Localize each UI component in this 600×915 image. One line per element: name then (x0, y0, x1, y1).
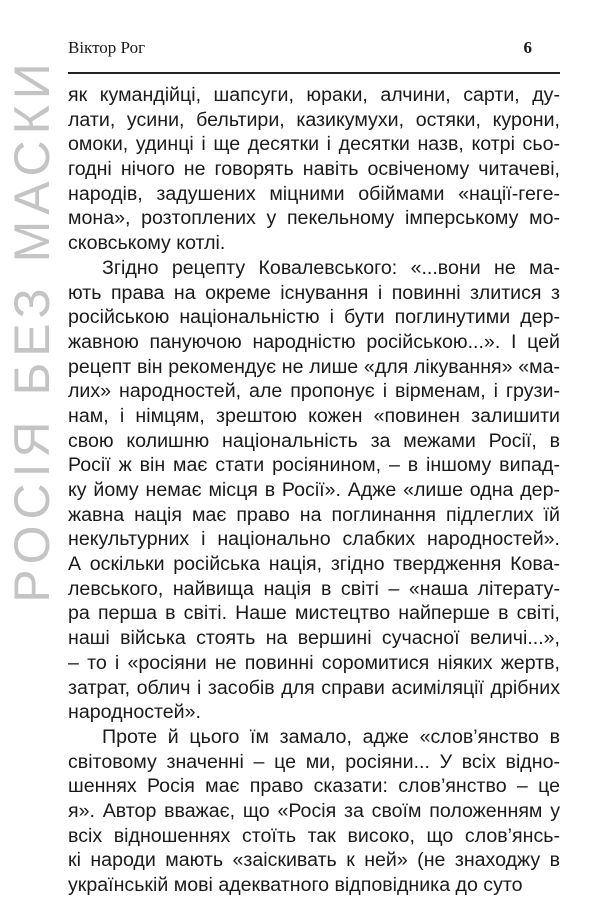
text-line: Проте й цього їм замало, адже «слов’янство в (102, 725, 560, 748)
text-line: сковському котлі. (68, 232, 226, 255)
running-header (68, 34, 560, 60)
text-line: левського, найвища нація в світі – «наша літерату- (68, 577, 560, 600)
text-line: жавною панyючою народністю російською...». І цей (68, 330, 560, 353)
paragraph (68, 83, 560, 256)
text-line: всіх відношеннях стоїть так високо, що слов’янсь- (68, 824, 560, 847)
text-line: лих» народностей, але пропонує і вірменам, і грузи- (68, 380, 560, 403)
text-line: свою колишню національність за межами Росії, в (68, 429, 560, 452)
text-line: народів, задушених міцними обіймами «нації-геге- (68, 182, 560, 205)
text-line: світовому значенні – це ми, росіяни... У всіх відно- (68, 750, 560, 773)
text-line: кі народи мають «заіскивать к ней» (не знаходжу в (68, 849, 560, 872)
text-line: ють права на окреме існування і повинні злитися з (68, 281, 560, 304)
text-line: А оскільки російська нація, згідно твердження Кова- (68, 553, 560, 576)
text-line: затрат, облич і засобів для справи асиміляції дрібних (68, 676, 560, 699)
text-line: омоки, удинці і ще десятки і десятки назв, котрі сьо- (68, 133, 560, 156)
text-line: – то і «росіяни не повинні соромитися ніяких жертв, (68, 651, 560, 674)
paragraph (68, 725, 560, 898)
text-line: жавна нація має право на поглинання підлеглих їй (68, 503, 560, 526)
text-line: Згідно рецепту Ковалевського: «...вони не ма- (102, 256, 560, 279)
spine-title-watermark: РОСІЯ БЕЗ МАСКИ (4, 57, 60, 603)
text-line: російською національністю і бути поглинутими дер- (68, 306, 560, 329)
text-line: годні нічого не говорять навіть освіченому читачеві, (68, 158, 560, 181)
text-line: я». Автор вважає, що «Росія за своїм положенням у (68, 799, 560, 822)
page-number: 6 (523, 38, 532, 57)
text-line: ра перша в світі. Наше мистецтво найперше в світі, (68, 602, 560, 625)
header-author: Віктор Рог (68, 38, 146, 57)
text-line: мона», розтоплених у пекельному імперському мо- (68, 207, 560, 230)
text-line: шеннях Росія має право сказати: слов’янство – це (68, 775, 560, 798)
text-line: народностей». (68, 701, 201, 724)
text-line: лати, усини, бельтири, казикумухи, остяки, курони, (68, 108, 560, 131)
body-text (68, 83, 560, 898)
header-rule (68, 72, 560, 74)
text-line: некультурних і національно слабких народностей». (68, 528, 560, 551)
text-line: рецепт він рекомендує не лише «для лікування» «ма- (68, 355, 560, 378)
text-line: як кумандійці, шапсуги, юраки, алчини, сарти, ду- (68, 84, 560, 106)
paragraph (68, 256, 560, 725)
text-line: українській мові адекватного відповідника до суто (68, 874, 523, 896)
text-line: нам, і німцям, зрештою кожен «повинен залишити (68, 404, 560, 427)
text-line: ку йому немає місця в Росії». Адже «лише одна дер- (68, 479, 560, 501)
text-line: Росії ж він має стати росіянином, – в іншому випад- (68, 454, 560, 477)
text-line: наші війська стоять на вершині сучасної величі...», (68, 627, 560, 650)
